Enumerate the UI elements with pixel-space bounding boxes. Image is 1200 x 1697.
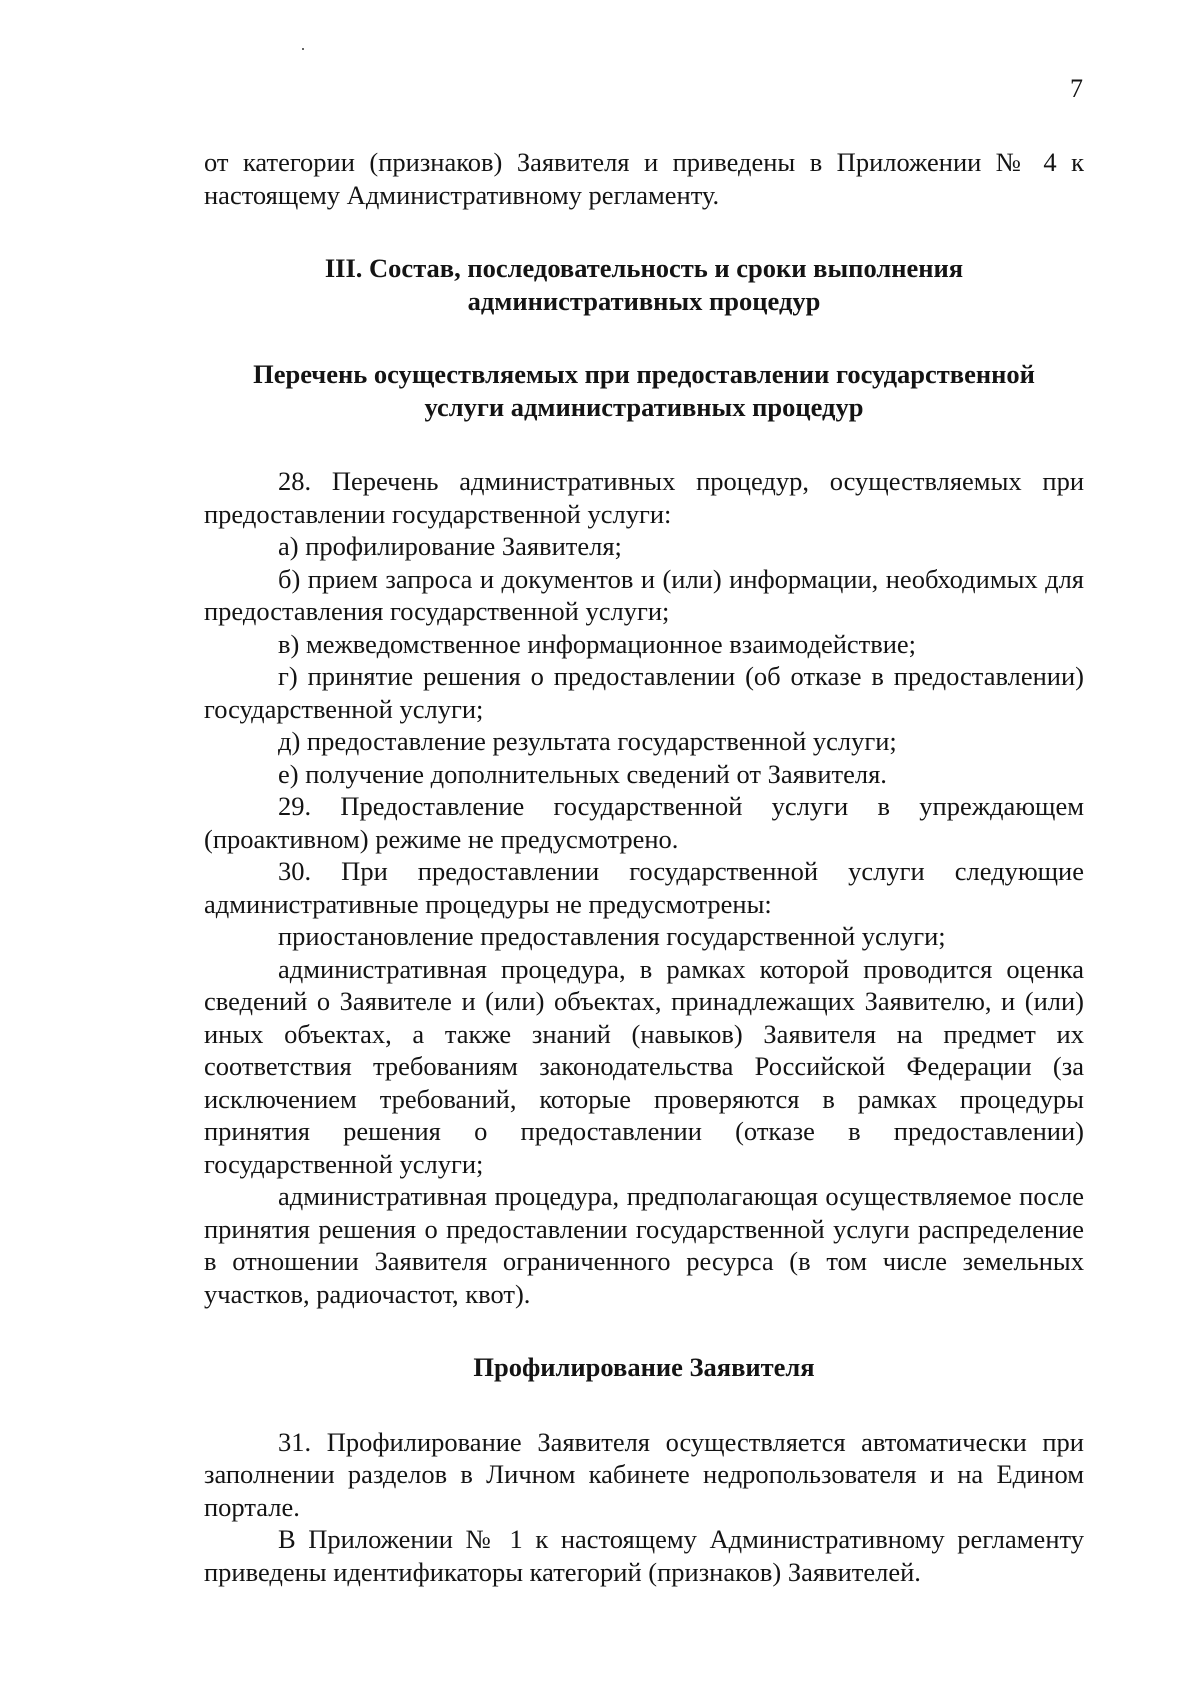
section-3-heading bbox=[204, 252, 1084, 317]
section-3-heading-line2: административных процедур bbox=[467, 285, 821, 316]
paragraph-30-item-2: административная процедура, в рамках которой проводится оценка сведений о Заявителе и (или) объектах, принадлежащих Заявителю, и (или) иных объектах, а также знаний (навыков) Заявителя на предмет их соответствия требованиям законодательства Российской Федерации (за исключением требований, которые проверяются в рамках процедуры принятия решения о предоставлении (отказе в предоставлении) государственной услуги; bbox=[204, 953, 1084, 1179]
paragraph-29: 29. Предоставление государственной услуги в упреждающем (проактивном) режиме не предусмотрено. bbox=[204, 791, 1084, 854]
scan-speck bbox=[302, 48, 304, 50]
list-item-g: г) принятие решения о предоставлении (об отказе в предоставлении) государственной услуги; bbox=[204, 661, 1084, 724]
page-number: 7 bbox=[1070, 74, 1083, 103]
list-item-b: б) прием запроса и документов и (или) информации, необходимых для предоставления государственной услуги; bbox=[204, 563, 1084, 626]
list-item-v: в) межведомственное информационное взаимодействие; bbox=[278, 628, 917, 659]
paragraph-30-item-1: приостановление предоставления государственной услуги; bbox=[278, 921, 946, 951]
list-item-d: д) предоставление результата государственной услуги; bbox=[278, 726, 897, 756]
profiling-heading: Профилирование Заявителя bbox=[473, 1352, 815, 1382]
paragraph-28: 28. Перечень административных процедур, осуществляемых при предоставлении государственной услуги: bbox=[204, 466, 1084, 529]
procedures-list-heading-line1: Перечень осуществляемых при предоставлении государственной bbox=[253, 359, 1035, 389]
list-item-a: а) профилирование Заявителя; bbox=[278, 531, 622, 561]
procedures-list-heading-line2: услуги административных процедур bbox=[424, 391, 864, 422]
paragraph-30: 30. При предоставлении государственной услуги следующие административные процедуры не предусмотрены: bbox=[204, 856, 1084, 919]
section-3-heading-line1: III. Состав, последовательность и сроки выполнения bbox=[324, 253, 964, 283]
paragraph-30-item-3: административная процедура, предполагающая осуществляемое после принятия решения о предоставлении государственной услуги распределение в отношении Заявителя ограниченного ресурса (в том числе земельных участков, радиочастот, квот). bbox=[204, 1181, 1084, 1309]
list-item-e: е) получение дополнительных сведений от Заявителя. bbox=[278, 758, 887, 789]
paragraph-appendix-1: В Приложении № 1 к настоящему Административному регламенту приведены идентификаторы категорий (признаков) Заявителей. bbox=[204, 1524, 1084, 1587]
document-body bbox=[204, 146, 1084, 1588]
procedures-list-heading bbox=[204, 358, 1084, 423]
intro-paragraph: от категории (признаков) Заявителя и приведены в Приложении № 4 к настоящему Административному регламенту. bbox=[204, 147, 1084, 210]
paragraph-31: 31. Профилирование Заявителя осуществляется автоматически при заполнении разделов в Личном кабинете недропользователя и на Едином портале. bbox=[204, 1426, 1084, 1522]
